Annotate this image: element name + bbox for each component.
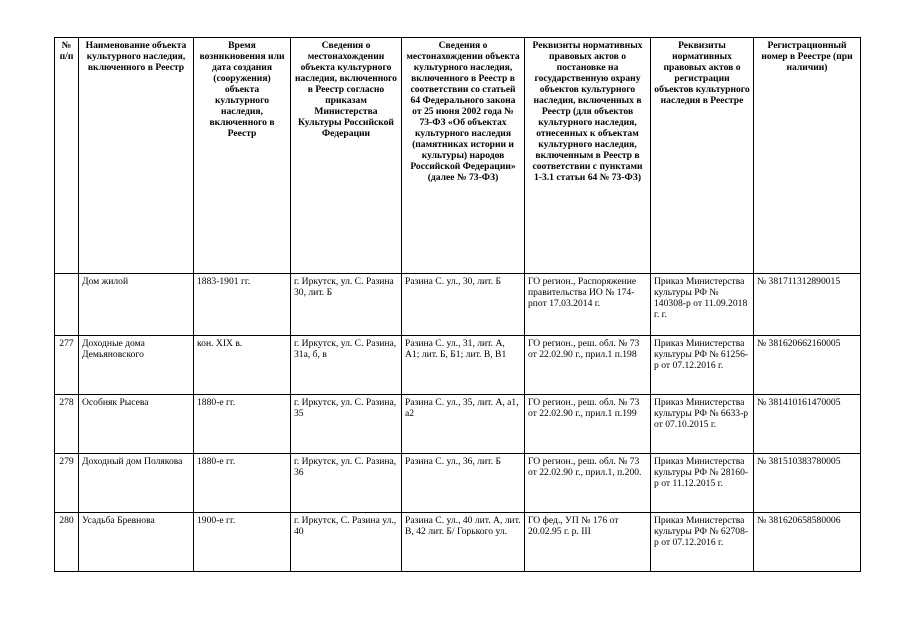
cell-object-name: Доходный дом Полякова <box>79 454 194 513</box>
table-row <box>55 513 861 572</box>
header-creation-date: Время возникновения или дата создания (сооружения) объекта культурного наследия, включенного в Реестр <box>194 38 291 274</box>
cell-object-name: Дом жилой <box>79 274 194 336</box>
cell-location-order: г. Иркутск, ул. С. Разина, 31а, б, в <box>291 336 402 395</box>
cell-number <box>55 274 79 336</box>
cell-location-order: г. Иркутск, С. Разина ул., 40 <box>291 513 402 572</box>
cell-registration-number: № 381620662160005 <box>754 336 861 395</box>
cell-location-order: г. Иркутск, ул. С. Разина, 35 <box>291 395 402 454</box>
cell-location-law: Разина С. ул., 35, лит. А, а1, а2 <box>402 395 525 454</box>
cell-object-name: Особняк Рысева <box>79 395 194 454</box>
cell-number: 279 <box>55 454 79 513</box>
cell-registration-number: № 381510383780005 <box>754 454 861 513</box>
table-row <box>55 454 861 513</box>
cell-object-name: Доходные дома Демьяновского <box>79 336 194 395</box>
cell-number: 280 <box>55 513 79 572</box>
header-location-order: Сведения о местонахождении объекта культурного наследия, включенного в Реестр согласно приказам Министерства Культуры Российской Федерации <box>291 38 402 274</box>
cell-location-law: Разина С. ул., 31, лит. А, А1; лит. Б, Б1; лит. В, В1 <box>402 336 525 395</box>
cell-protection-act: ГО регион., реш. обл. № 73 от 22.02.90 г., прил.1 п.199 <box>525 395 651 454</box>
header-registration-act: Реквизиты нормативных правовых актов о регистрации объектов культурного наследия в Реестре <box>651 38 754 274</box>
heritage-registry-table <box>54 37 861 572</box>
cell-registration-act: Приказ Министерства культуры РФ № 140308-р от 11.09.2018 г. г. <box>651 274 754 336</box>
cell-registration-act: Приказ Министерства культуры РФ № 61256-р от 07.12.2016 г. <box>651 336 754 395</box>
cell-registration-act: Приказ Министерства культуры РФ № 62708-р от 07.12.2016 г. <box>651 513 754 572</box>
header-number: № п/п <box>55 38 79 274</box>
cell-protection-act: ГО регион., Распоряжение правительства ИО № 174-рпот 17.03.2014 г. <box>525 274 651 336</box>
cell-registration-number: № 381410161470005 <box>754 395 861 454</box>
cell-number: 278 <box>55 395 79 454</box>
cell-number: 277 <box>55 336 79 395</box>
cell-location-order: г. Иркутск, ул. С. Разина, 36 <box>291 454 402 513</box>
cell-object-name: Усадьба Бревнова <box>79 513 194 572</box>
cell-registration-act: Приказ Министерства культуры РФ № 28160-р от 11.12.2015 г. <box>651 454 754 513</box>
cell-location-order: г. Иркутск, ул. С. Разина 30, лит. Б <box>291 274 402 336</box>
cell-creation-date: кон. XIX в. <box>194 336 291 395</box>
cell-creation-date: 1880-е гг. <box>194 454 291 513</box>
cell-creation-date: 1880-е гг. <box>194 395 291 454</box>
table-row <box>55 336 861 395</box>
header-registration-number: Регистрационный номер в Реестре (при наличии) <box>754 38 861 274</box>
cell-location-law: Разина С. ул., 36, лит. Б <box>402 454 525 513</box>
cell-registration-act: Приказ Министерства культуры РФ № 6633-р от 07.10.2015 г. <box>651 395 754 454</box>
header-protection-act: Реквизиты нормативных правовых актов о постановке на государственную охрану объектов культурного наследия, включенных в Реестр (для объектов культурного наследия, отнесенных к объектам культурного наследия, включенным в Реестр в соответствии с пунктами 1-3.1 статьи 64 № 73-ФЗ) <box>525 38 651 274</box>
cell-protection-act: ГО фед., УП № 176 от 20.02.95 г. р. III <box>525 513 651 572</box>
cell-registration-number: № 381620658580006 <box>754 513 861 572</box>
cell-location-law: Разина С. ул., 40 лит. А, лит. В, 42 лит. Б/ Горького ул. <box>402 513 525 572</box>
header-location-law: Сведения о местонахождении объекта культурного наследия, включенного в Реестр в соответствии со статьей 64 Федерального закона от 25 июня 2002 года № 73-ФЗ «Об объектах культурного наследия (памятниках истории и культуры) народов Российской Федерации» (далее № 73-ФЗ) <box>402 38 525 274</box>
cell-protection-act: ГО регион., реш. обл. № 73 от 22.02.90 г., прил.1, п.200. <box>525 454 651 513</box>
cell-creation-date: 1883-1901 гг. <box>194 274 291 336</box>
table-row <box>55 274 861 336</box>
table-header-row <box>55 38 861 274</box>
cell-location-law: Разина С. ул., 30, лит. Б <box>402 274 525 336</box>
cell-registration-number: № 381711312890015 <box>754 274 861 336</box>
header-object-name: Наименование объекта культурного наследия, включенного в Реестр <box>79 38 194 274</box>
table-row <box>55 395 861 454</box>
cell-creation-date: 1900-е гг. <box>194 513 291 572</box>
cell-protection-act: ГО регион., реш. обл. № 73 от 22.02.90 г., прил.1 п.198 <box>525 336 651 395</box>
